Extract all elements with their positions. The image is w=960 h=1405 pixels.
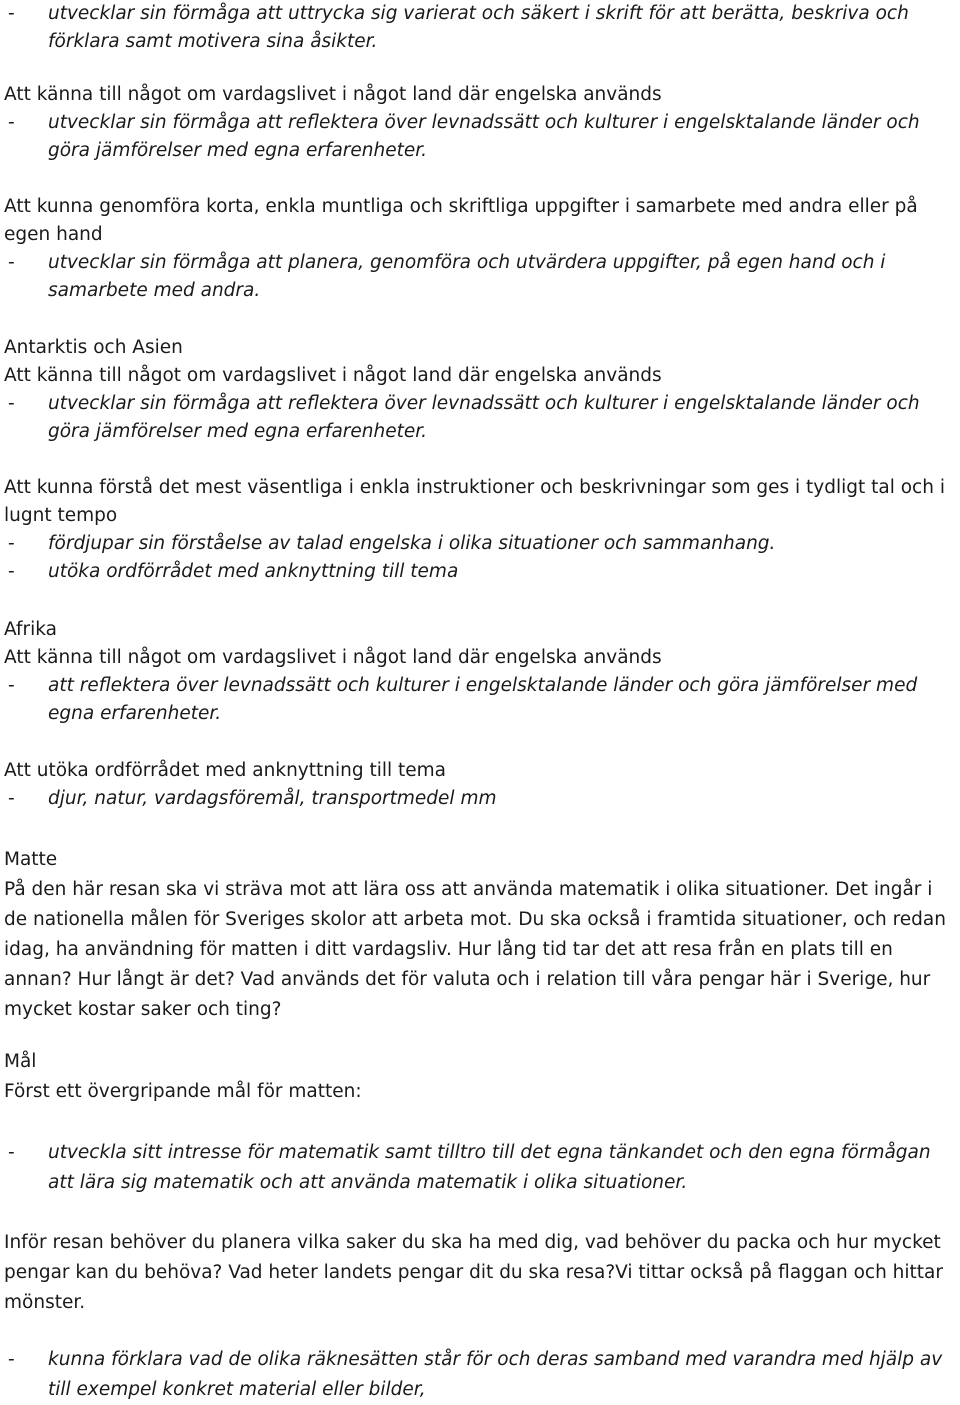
section-heading: Mål [4,1051,37,1072]
bullet-dash: - [8,1349,15,1370]
section-intro: Att kunna genomföra korta, enkla muntliga och skriftliga uppgifter i samarbete med andra eller på egen hand [4,196,918,245]
bullet-dash: - [8,675,15,696]
bullet-dash: - [8,112,15,133]
section-matte [4,845,954,1025]
section-intro: Att känna till något om vardagslivet i något land där engelska används [4,647,662,668]
list-item-text: utvecklar sin förmåga att reflektera över levnadssätt och kulturer i engelsktalande länder och göra jämförelser med egna erfarenheter. [48,393,920,442]
list-item-text: utvecklar sin förmåga att uttrycka sig varierat och säkert i skrift för att berätta, beskriva och förklara samt motivera sina åsikter. [48,3,909,52]
section-paragraph: På den här resan ska vi sträva mot att lära oss att använda matematik i olika situationer. Det ingår i de nationella målen för Sveriges skolor att arbeta mot. Du ska också i framtida situationer, och redan idag, ha användning för matten i ditt vardagsliv. Hur lång tid tar det att resa från en plats till en annan? Hur långt är det? Vad används det för valuta och i relation till våra pengar här i Sverige, hur mycket kostar saker och ting? [4,879,946,1020]
section-1 [4,0,954,56]
list-item [4,249,954,305]
section-intro: Att kunna förstå det mest väsentliga i enkla instruktioner och beskrivningar som ges i tydligt tal och i lugnt tempo [4,477,945,526]
section-afrika [4,616,954,728]
list-item-text: djur, natur, vardagsföremål, transportmedel mm [48,788,497,809]
section-intro: Att utöka ordförrådet med anknyttning till tema [4,760,447,781]
list-item [4,109,954,165]
list-item-text: kunna förklara vad de olika räknesätten står för och deras samband med varandra med hjälp av till exempel konkret material eller bilder, [48,1349,943,1400]
section-7 [4,757,954,813]
section-mal [4,1047,954,1107]
list-item [4,1138,954,1198]
bullet-dash: - [8,252,15,273]
section-2 [4,81,954,165]
bullet-dash: - [8,3,15,24]
bullet-dash: - [8,393,15,414]
bullet-dash: - [8,533,15,554]
list-item-text: utvecklar sin förmåga att planera, genomföra och utvärdera uppgifter, på egen hand och i samarbete med andra. [48,252,886,301]
section-11 [4,1228,954,1318]
section-intro: Att känna till något om vardagslivet i något land där engelska används [4,365,662,386]
list-item [4,558,954,586]
bullet-dash: - [8,788,15,809]
section-10 [4,1138,954,1198]
section-heading: Antarktis och Asien [4,337,183,358]
section-antarktis-asien [4,334,954,446]
bullet-dash: - [8,1142,15,1163]
section-intro: Att känna till något om vardagslivet i något land där engelska används [4,84,662,105]
list-item-text: fördjupar sin förståelse av talad engelska i olika situationer och sammanhang. [48,533,776,554]
list-item [4,1345,954,1405]
list-item-text: utvecklar sin förmåga att reflektera över levnadssätt och kulturer i engelsktalande länder och göra jämförelser med egna erfarenheter. [48,112,920,161]
bullet-dash: - [8,561,15,582]
section-5 [4,474,954,586]
list-item [4,785,954,813]
list-item [4,0,954,56]
list-item [4,672,954,728]
list-item-text: att reflektera över levnadssätt och kulturer i engelsktalande länder och göra jämförelser med egna erfarenheter. [48,675,918,724]
list-item-text: utöka ordförrådet med anknyttning till tema [48,561,459,582]
list-item [4,390,954,446]
section-paragraph: Inför resan behöver du planera vilka saker du ska ha med dig, vad behöver du packa och hur mycket pengar kan du behöva? Vad heter landets pengar dit du ska resa?Vi tittar också på flaggan och hittar mönster. [4,1232,944,1313]
section-3 [4,193,954,305]
section-intro: Först ett övergripande mål för matten: [4,1081,362,1102]
list-item [4,530,954,558]
section-heading: Matte [4,849,58,870]
list-item-text: utveckla sitt intresse för matematik samt tilltro till det egna tänkandet och den egna förmågan att lära sig matematik och att använda matematik i olika situationer. [48,1142,931,1193]
section-12 [4,1345,954,1405]
section-heading: Afrika [4,619,57,640]
